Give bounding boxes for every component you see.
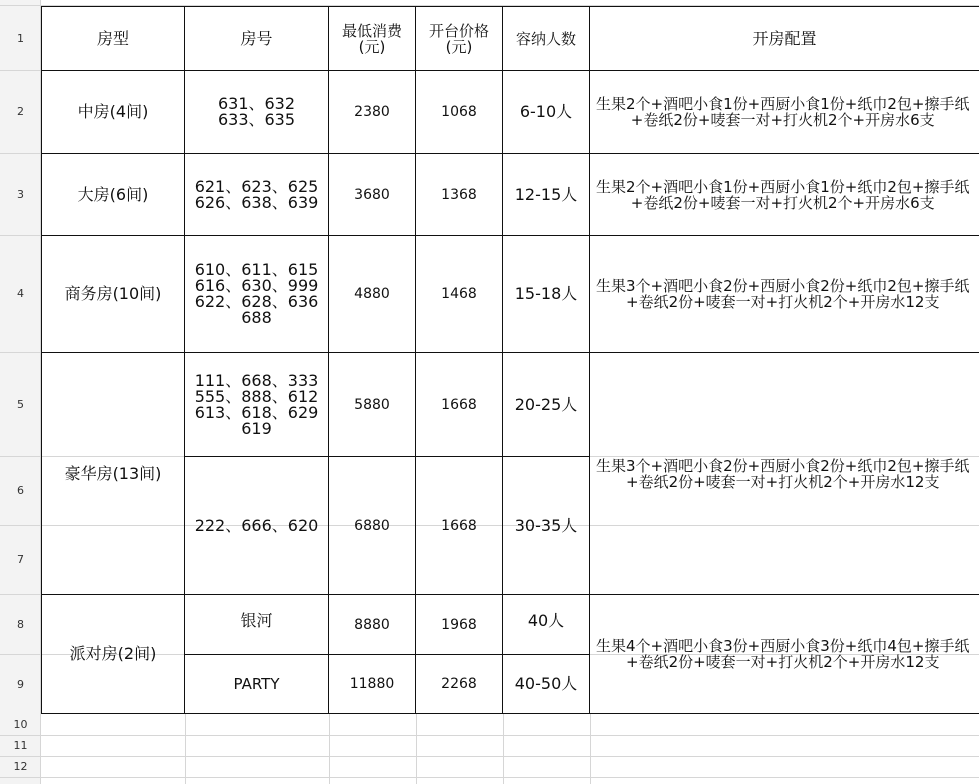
table-price-cell[interactable]: 1068	[441, 104, 477, 120]
room-config-cell[interactable]: 生果2个+酒吧小食1份+西厨小食1份+纸巾2包+擦手纸 +卷纸2份+唛套一对+打火机2个+开房水6支	[596, 95, 970, 129]
table-price-cell[interactable]: 1668	[441, 517, 477, 534]
row-header-6[interactable]: 6	[0, 456, 41, 525]
grid-line	[590, 714, 591, 784]
header-capacity[interactable]: 容纳人数	[515, 29, 576, 48]
grid-line	[0, 756, 979, 757]
room-number-cell[interactable]: 111、668、333 555、888、612 613、618、629 619	[194, 370, 319, 438]
capacity-cell[interactable]: 40-50人	[514, 674, 578, 693]
min-spend-cell[interactable]: 2380	[354, 104, 390, 120]
room-config-cell[interactable]: 生果3个+酒吧小食2份+西厨小食2份+纸巾2包+擦手纸 +卷纸2份+唛套一对+打火机2个+开房水12支	[596, 456, 970, 491]
row-header-8[interactable]: 8	[0, 594, 41, 654]
grid-line	[0, 654, 41, 655]
grid-line	[416, 714, 417, 784]
capacity-cell[interactable]: 6-10人	[519, 102, 573, 121]
table-price-cell[interactable]: 1968	[441, 616, 477, 633]
room-number-cell[interactable]: 621、623、625 626、638、639	[194, 176, 319, 212]
row-header-3[interactable]: 3	[0, 153, 41, 235]
table-price-cell[interactable]: 1368	[441, 186, 477, 203]
row-header-7[interactable]: 7	[0, 525, 41, 594]
min-spend-cell[interactable]: 6880	[354, 517, 390, 534]
grid-line	[0, 456, 41, 457]
grid-line	[0, 235, 41, 236]
capacity-cell[interactable]: 30-35人	[514, 515, 578, 535]
row-header-9[interactable]: 9	[0, 654, 41, 714]
capacity-cell[interactable]: 40人	[527, 611, 565, 630]
table-price-cell[interactable]: 2268	[441, 676, 477, 692]
min-spend-cell[interactable]: 8880	[354, 616, 390, 633]
min-spend-cell[interactable]: 5880	[354, 396, 390, 413]
room-number-cell[interactable]: 610、611、615 616、630、999 622、628、636 688	[194, 260, 319, 327]
table-price-cell[interactable]: 1468	[441, 286, 477, 302]
room-number-cell[interactable]: 银河	[240, 611, 273, 630]
room-type-cell[interactable]: 豪华房(13间)	[64, 463, 162, 483]
table-price-cell[interactable]: 1668	[441, 396, 477, 413]
room-type-cell[interactable]: 派对房(2间)	[69, 644, 157, 663]
room-number-cell[interactable]: 222、666、620	[194, 515, 319, 535]
room-number-cell[interactable]: PARTY	[233, 675, 280, 693]
grid-line	[0, 153, 41, 154]
grid-line	[0, 352, 41, 353]
capacity-cell[interactable]: 20-25人	[514, 394, 578, 414]
row-header-1[interactable]: 1	[0, 6, 41, 70]
header-room-config[interactable]: 开房配置	[752, 28, 817, 48]
room-type-cell[interactable]: 大房(6间)	[77, 184, 149, 204]
min-spend-cell[interactable]: 4880	[354, 286, 390, 302]
row-header-11[interactable]: 11	[0, 735, 41, 756]
header-table-price[interactable]: 开台价格 (元)	[428, 21, 489, 56]
header-min-spend[interactable]: 最低消费 (元)	[341, 21, 402, 56]
grid-line	[0, 525, 41, 526]
min-spend-cell[interactable]: 3680	[354, 186, 390, 203]
capacity-cell[interactable]: 12-15人	[514, 184, 578, 204]
capacity-cell[interactable]: 15-18人	[514, 284, 578, 303]
room-type-cell[interactable]: 中房(4间)	[77, 102, 149, 121]
header-room-type[interactable]: 房型	[96, 28, 129, 48]
grid-line	[0, 594, 41, 595]
row-header-4[interactable]: 4	[0, 235, 41, 352]
grid-line	[0, 70, 41, 71]
room-config-cell[interactable]: 生果3个+酒吧小食2份+西厨小食2份+纸巾2包+擦手纸 +卷纸2份+唛套一对+打火机2个+开房水12支	[596, 277, 970, 311]
table-border	[41, 713, 979, 714]
grid-line	[185, 714, 186, 784]
row-header-5[interactable]: 5	[0, 352, 41, 456]
grid-line	[0, 777, 979, 778]
room-config-cell[interactable]: 生果4个+酒吧小食3份+西厨小食3份+纸巾4包+擦手纸 +卷纸2份+唛套一对+打火机2个+开房水12支	[596, 637, 970, 671]
min-spend-cell[interactable]: 11880	[349, 676, 395, 692]
row-header-2[interactable]: 2	[0, 70, 41, 153]
grid-line	[503, 714, 504, 784]
room-number-cell[interactable]: 631、632 633、635	[217, 94, 296, 129]
row-header-10[interactable]: 10	[0, 714, 41, 735]
room-config-cell[interactable]: 生果2个+酒吧小食1份+西厨小食1份+纸巾2包+擦手纸 +卷纸2份+唛套一对+打火机2个+开房水6支	[596, 177, 970, 212]
grid-line	[0, 735, 979, 736]
header-room-number[interactable]: 房号	[240, 28, 273, 48]
row-header-12[interactable]: 12	[0, 756, 41, 777]
grid-line	[329, 714, 330, 784]
room-type-cell[interactable]: 商务房(10间)	[64, 284, 162, 303]
